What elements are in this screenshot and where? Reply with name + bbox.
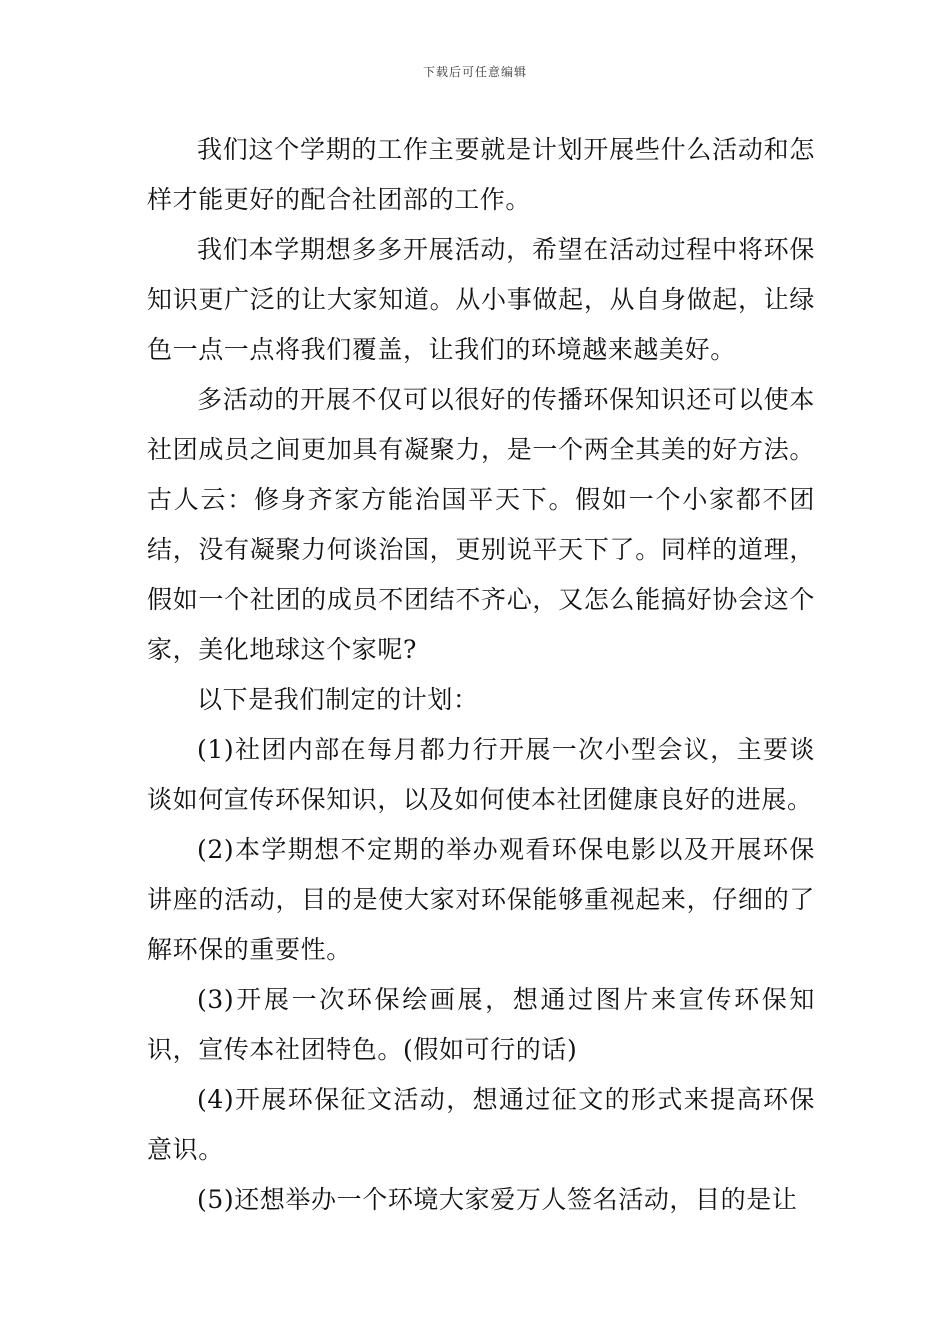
paragraph: (2)本学期想不定期的举办观看环保电影以及开展环保讲座的活动，目的是使大家对环保能够重视起来，仔细的了解环保的重要性。 [147, 835, 815, 964]
paragraph: (5)还想举办一个环境大家爱万人签名活动，目的是让 [197, 1185, 798, 1214]
paragraph: 我们这个学期的工作主要就是计划开展些什么活动和怎样才能更好的配合社团部的工作。 [147, 135, 815, 214]
page-header: 下载后可任意编辑 [422, 65, 527, 79]
document-body [147, 125, 815, 1225]
paragraph: (1)社团内部在每月都力行开展一次小型会议，主要谈谈如何宣传环保知识，以及如何使本社团健康良好的进展。 [147, 735, 815, 814]
paragraph: 以下是我们制定的计划： [197, 685, 479, 714]
paragraph: (4)开展环保征文活动，想通过征文的形式来提高环保意识。 [147, 1085, 815, 1164]
paragraph: 多活动的开展不仅可以很好的传播环保知识还可以使本社团成员之间更加具有凝聚力，是一个两全其美的好方法。古人云：修身齐家方能治国平天下。假如一个小家都不团结，没有凝聚力何谈治国，更别说平天下了。同样的道理，假如一个社团的成员不团结不齐心，又怎么能搞好协会这个家，美化地球这个家呢? [147, 385, 815, 664]
paragraph: 我们本学期想多多开展活动，希望在活动过程中将环保知识更广泛的让大家知道。从小事做起，从自身做起，让绿色一点一点将我们覆盖，让我们的环境越来越美好。 [147, 235, 815, 364]
paragraph: (3)开展一次环保绘画展，想通过图片来宣传环保知识，宣传本社团特色。(假如可行的话) [147, 985, 815, 1064]
